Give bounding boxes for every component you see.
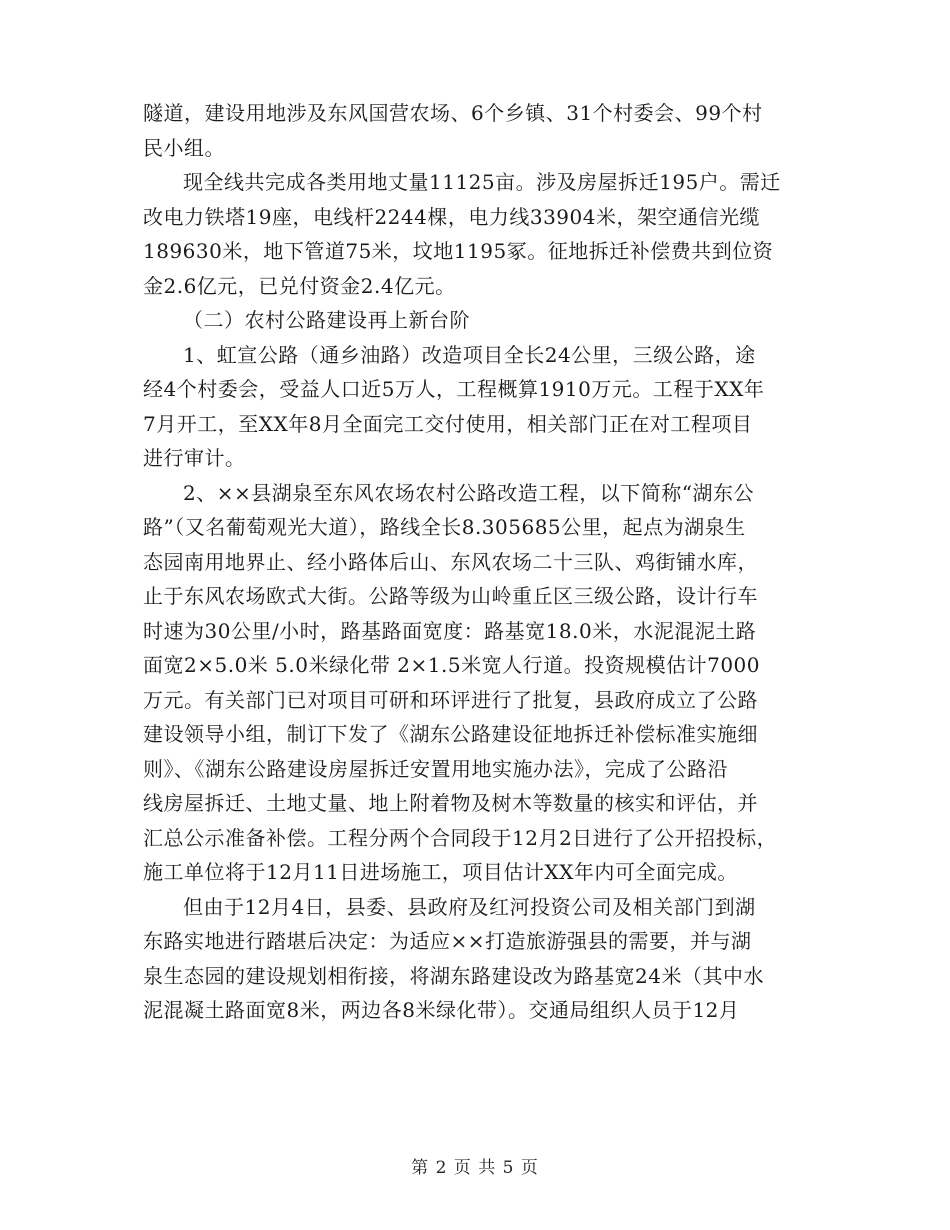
text-line: 东路实地进行踏堪后决定：为适应××打造旅游强县的需要，并与湖 [143, 929, 752, 953]
text-line: 金2.6亿元，已兑付资金2.4亿元。 [143, 273, 456, 298]
text-line: 189630米，地下管道75米，坟地1195冢。征地拆迁补偿费共到位资 [143, 239, 774, 263]
text-line: 7月开工，至XX年8月全面完工交付使用，相关部门正在对工程项目 [143, 411, 753, 436]
section-heading [143, 303, 813, 338]
paragraph-hongxuan-road [143, 338, 813, 476]
page-number-footer: 第 2 页 共 5 页 [411, 1158, 539, 1178]
heading-line: （二）农村公路建设再上新台阶 [183, 308, 470, 332]
text-line: 2、××县湖泉至东风农场农村公路改造工程，以下简称“湖东公 [183, 480, 754, 505]
text-line: 线房屋拆迁、土地丈量、地上附着物及树木等数量的核实和评估，并 [143, 791, 758, 815]
text-line: 面宽2×5.0米 5.0米绿化带 2×1.5米宽人行道。投资规模估计7000 [143, 653, 760, 677]
text-line: 态园南用地界止、经小路体后山、东风农场二十三队、鸡街铺水库， [143, 549, 758, 574]
text-line: 民小组。 [143, 135, 225, 160]
text-line: 万元。有关部门已对项目可研和环评进行了批复，县政府成立了公路 [143, 687, 758, 712]
document-body [143, 96, 813, 1028]
text-line: 隧道，建设用地涉及东风国营农场、6个乡镇、31个村委会、99个村 [143, 101, 763, 125]
text-line: 泥混凝土路面宽8米，两边各8米绿化带）。交通局组织人员于12月 [143, 998, 740, 1022]
text-line: 泉生态园的建设规划相衔接，将湖东路建设改为路基宽24米（其中水 [143, 963, 764, 988]
text-line: 但由于12月4日，县委、县政府及红河投资公司及相关部门到湖 [183, 894, 756, 919]
text-line: 经4个村委会，受益人口近5万人，工程概算1910万元。工程于XX年 [143, 377, 765, 401]
paragraph-redesign-decision [143, 890, 813, 1028]
paragraph-hudong-road [143, 476, 813, 890]
text-line: 汇总公示准备补偿。工程分两个合同段于12月2日进行了公开招投标， [143, 825, 778, 850]
text-line: 进行审计。 [143, 446, 246, 470]
paragraph-tunnel-land [143, 96, 813, 165]
paragraph-land-survey [143, 165, 813, 303]
text-line: 时速为30公里/小时，路基路面宽度：路基宽18.0米，水泥混泥土路 [143, 618, 757, 643]
text-line: 路”（又名葡萄观光大道），路线全长8.305685公里，起点为湖泉生 [143, 515, 746, 539]
text-line: 1、虹宣公路（通乡油路）改造项目全长24公里，三级公路，途 [183, 342, 756, 367]
text-line: 止于东风农场欧式大街。公路等级为山岭重丘区三级公路，设计行车 [143, 584, 758, 608]
text-line: 施工单位将于12月11日进场施工，项目估计XX年内可全面完成。 [143, 860, 738, 884]
text-line: 改电力铁塔19座，电线杆2244棵，电力线33904米，架空通信光缆 [143, 204, 760, 229]
text-line: 则》、《湖东公路建设房屋拆迁安置用地实施办法》，完成了公路沿 [143, 756, 728, 781]
text-line: 现全线共完成各类用地丈量11125亩。涉及房屋拆迁195户。需迁 [183, 170, 781, 194]
text-line: 建设领导小组，制订下发了《湖东公路建设征地拆迁补偿标准实施细 [143, 722, 758, 746]
